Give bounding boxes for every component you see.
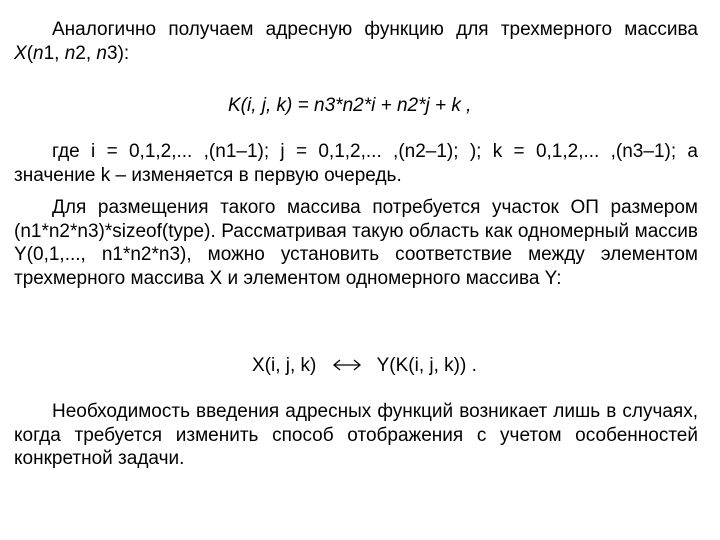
var-n: n — [33, 42, 44, 64]
arg-2: 2, — [75, 42, 97, 64]
paragraph-conclusion-text: Необходимость введения адресных функций возникает лишь в случаях, когда требуется изменить способ отображения с учетом особенностей конкретной задачи. — [14, 401, 698, 469]
var-n: n — [96, 42, 107, 64]
paragraph-memory-text: Для размещения такого массива потребуется участок ОП размером (n1*n2*n3)*sizeof(type). Рассматривая такую область как одномерный массив Y(0,1,..., n1*n2*n3), можно установить соответствие между элементом трехмерного массива X и элементом одномерного массива Y: — [14, 197, 698, 289]
array-name-x: X — [14, 42, 27, 64]
paragraph-indices-text: где i = 0,1,2,... ,(n1–1); j = 0,1,2,... ,(n2–1); ); k = 0,1,2,... ,(n3–1); а значение k – изменяется в первую очередь. — [14, 141, 698, 186]
paragraph-conclusion — [14, 400, 698, 471]
arg-3: 3): — [107, 42, 130, 64]
paragraph-indices — [14, 140, 698, 187]
mapping-formula — [252, 354, 477, 378]
mapping-right: Y(K(i, j, k)) . — [376, 355, 477, 376]
left-right-arrow-icon — [332, 354, 362, 378]
arg-1: 1, — [43, 42, 65, 64]
address-function-formula-text: K(i, j, k) = n3*n2*i + n2*j + k , — [228, 95, 472, 116]
paragraph-intro-text: Аналогично получаем адресную функцию для трехмерного массива — [52, 19, 698, 40]
paragraph-intro — [14, 18, 698, 65]
mapping-left: X(i, j, k) — [252, 355, 317, 376]
address-function-formula — [228, 94, 471, 118]
paragraph-memory — [14, 196, 698, 290]
paren-open: ( — [26, 42, 34, 64]
var-n: n — [64, 42, 76, 64]
